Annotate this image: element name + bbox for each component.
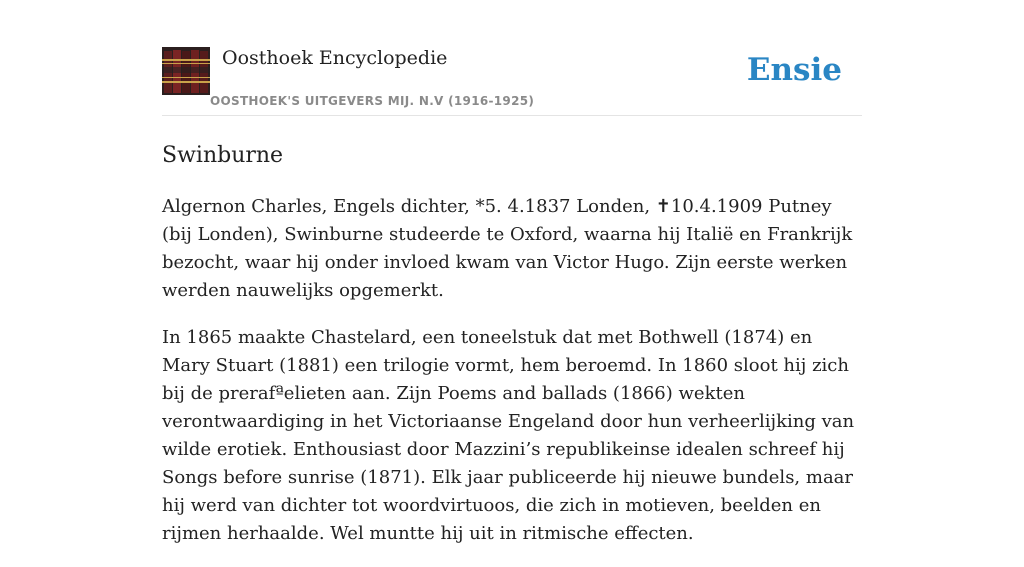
- source-header: [162, 46, 862, 116]
- entry-paragraph: In 1865 maakte Chastelard, een toneelstuk dat met Bothwell (1874) en Mary Stuart (1881) een trilogie vormt, hem beroemd. In 1860 sloot hij zich bij de prerafªelieten aan. Zijn Poems and ballads (1866) wekten verontwaardiging in het Victoriaanse Engeland door hun verheerlijking van wilde erotiek. Enthousiast door Mazzini’s republikeinse idealen schreef hij Songs before sunrise (1871). Elk jaar publiceerde hij nieuwe bundels, maar hij werd van dichter tot woordvirtuoos, die zich in motieven, beelden en rijmen herhaalde. Wel muntte hij uit in ritmische effecten.: [162, 327, 855, 544]
- entry-body: [162, 193, 862, 548]
- content-container: [162, 46, 862, 567]
- book-spines-icon[interactable]: [162, 47, 210, 95]
- entry-title: Swinburne: [162, 143, 284, 168]
- ensie-logo-link[interactable]: Ensie: [746, 52, 842, 88]
- entry-paragraph: Algernon Charles, Engels dichter, *5. 4.1837 Londen, ✝10.4.1909 Putney (bij Londen), Swinburne studeerde te Oxford, waarna hij Italië en Frankrijk bezocht, waar hij onder invloed kwam van Victor Hugo. Zijn eerste werken werden nauwelijks opgemerkt.: [162, 196, 853, 301]
- source-title[interactable]: Oosthoek Encyclopedie: [222, 47, 448, 69]
- source-subtitle: OOSTHOEK'S UITGEVERS MIJ. N.V (1916-1925): [210, 94, 535, 108]
